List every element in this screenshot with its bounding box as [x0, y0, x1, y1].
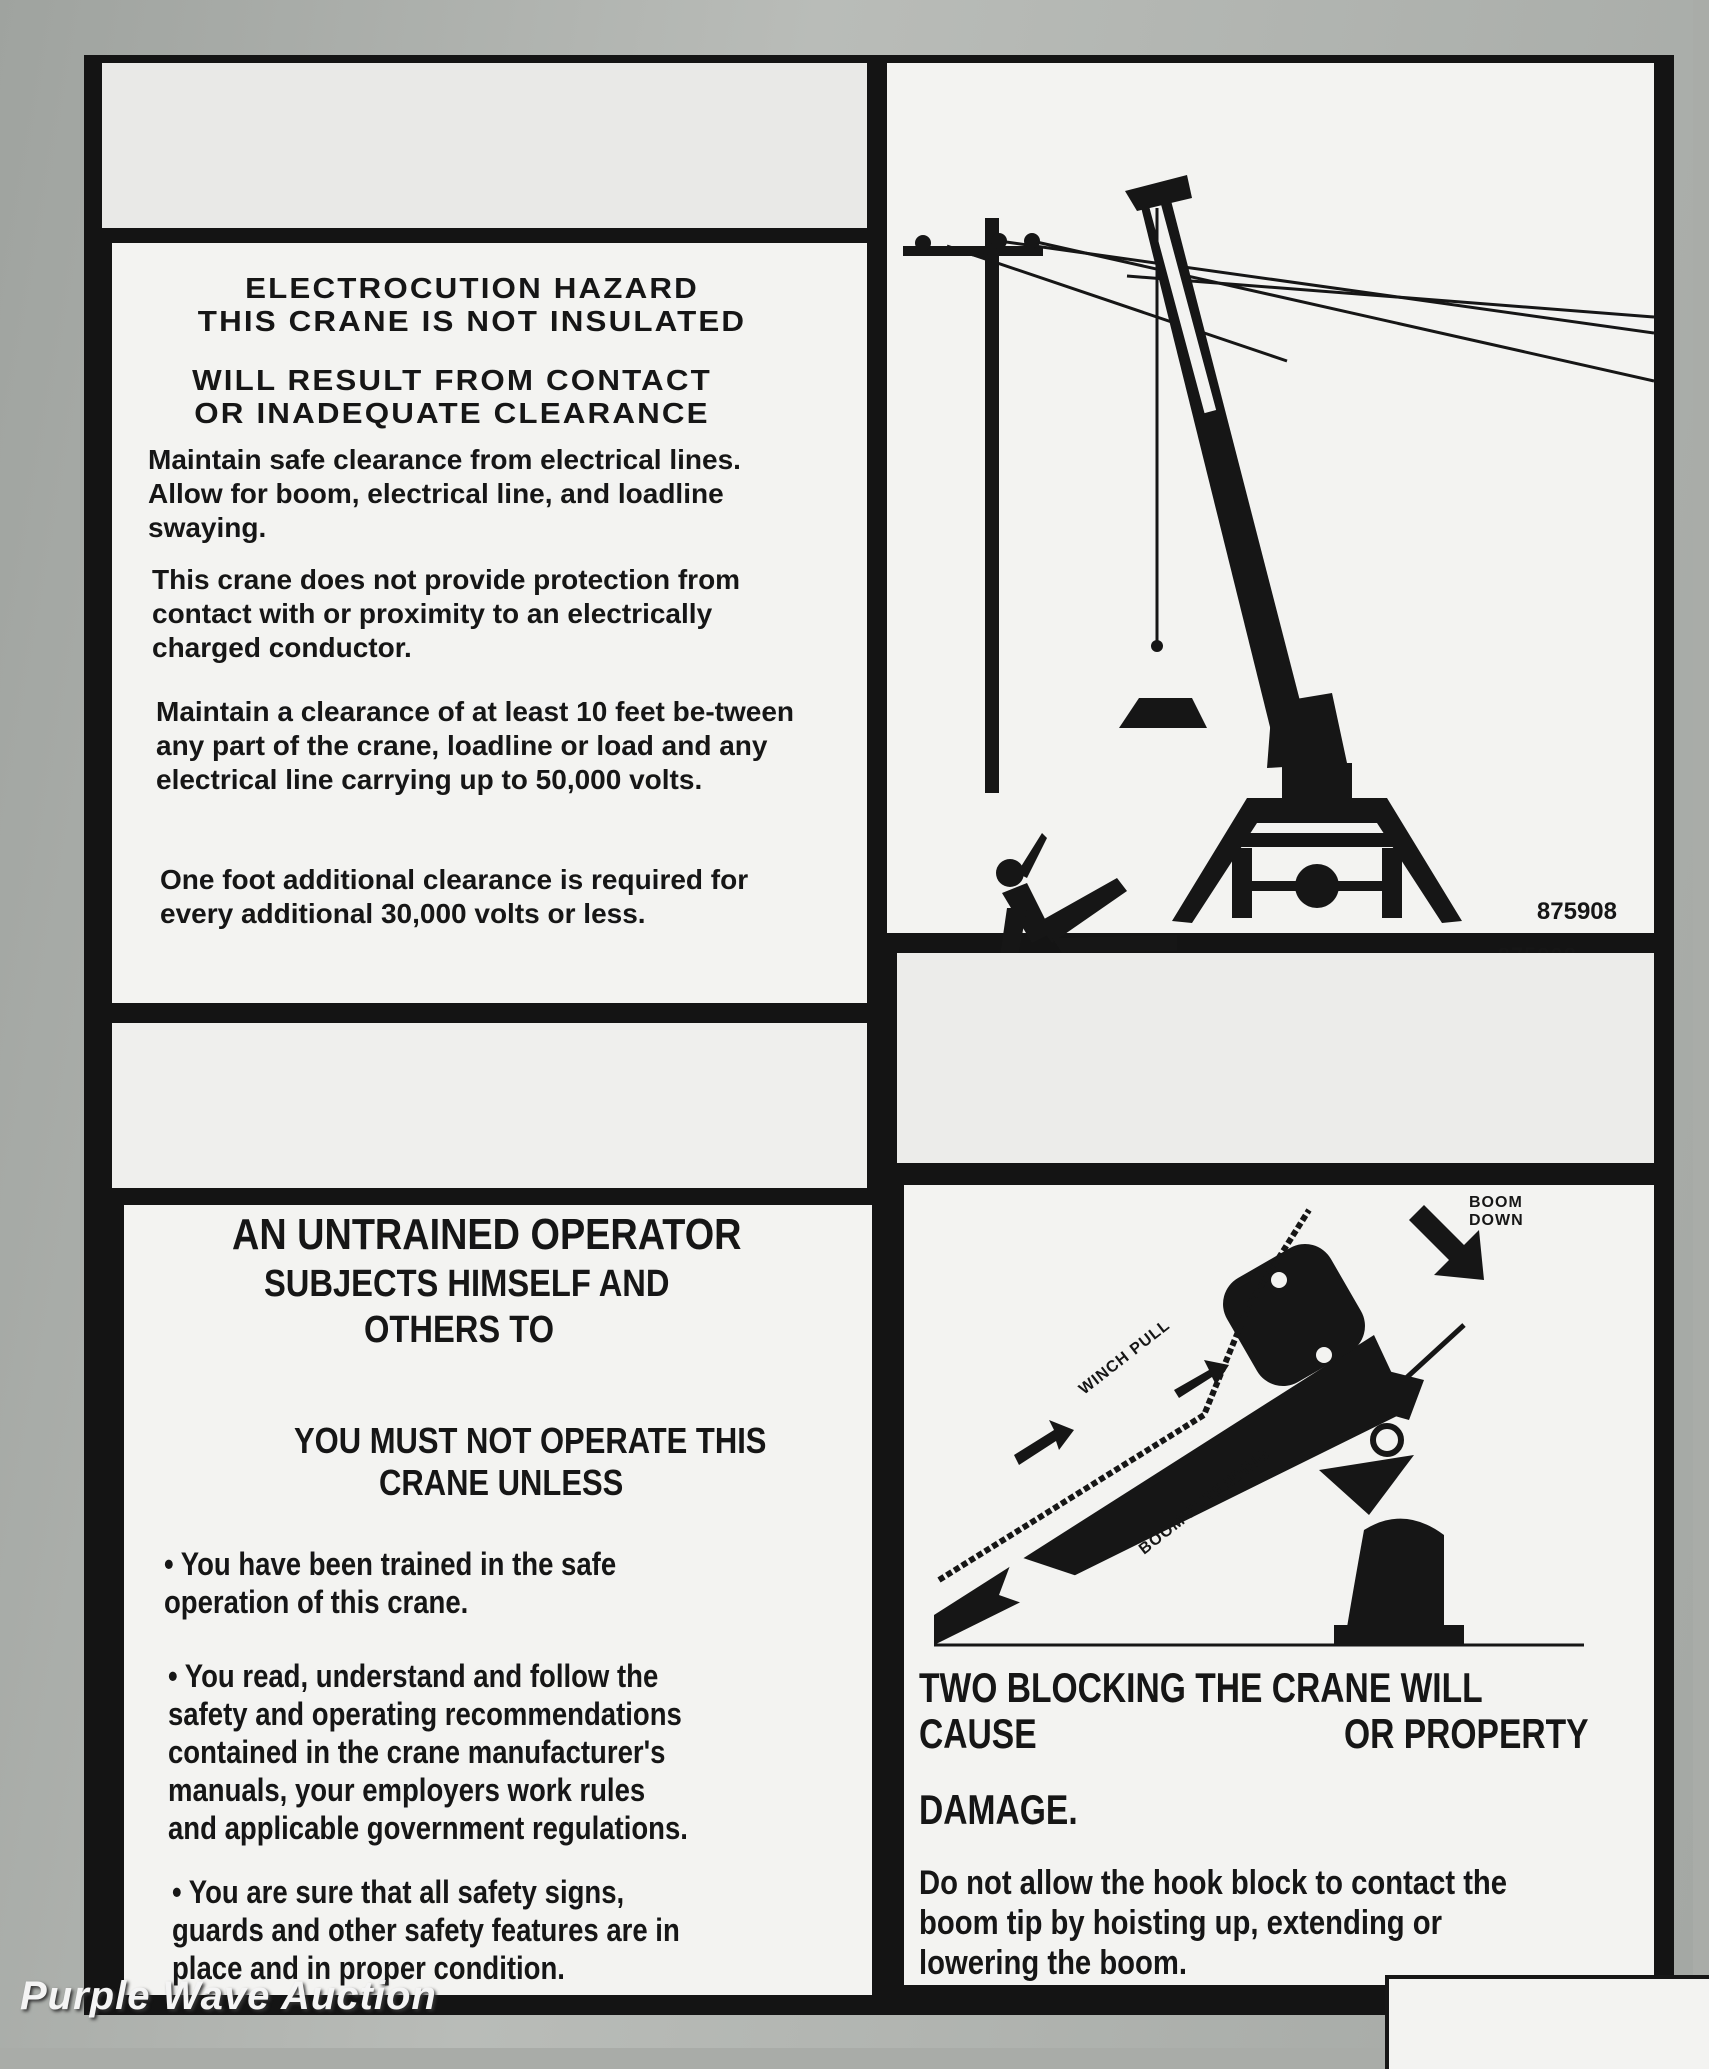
boom-pictogram: [934, 1233, 1409, 1645]
electrocuted-person-icon: [996, 833, 1177, 963]
electrocution-title-line1: ELECTROCUTION HAZARD: [245, 273, 699, 305]
operator-title-line1: AN UNTRAINED OPERATOR: [232, 1210, 742, 1259]
bullet-dot-icon: •: [172, 1874, 182, 1910]
electrocution-paragraph-2: This crane does not provide protection from contact with or proximity to an electrically charged conductor.: [152, 564, 741, 663]
blank-header-panel-top-left: [102, 63, 867, 228]
operator-bullet-2-text: You read, understand and follow the safety and operating recommendations contained in the crane manufacturer's manuals, your employers work rules and applicable government regulations.: [168, 1658, 688, 1846]
two-blocking-title-line3: DAMAGE.: [919, 1786, 1078, 1833]
crane-powerline-pictogram: [887, 63, 1654, 933]
crane-base: [1172, 693, 1462, 923]
label-boom-extending: BOOM EXTENDING: [1135, 1445, 1274, 1559]
two-blocking-paragraph: Do not allow the hook block to contact the boom tip by hoisting up, extending or lowering the boom.: [919, 1864, 1508, 1982]
operator-title-line2: SUBJECTS HIMSELF AND: [264, 1263, 670, 1305]
electrocution-subtitle-line2: OR INADEQUATE CLEARANCE: [194, 398, 710, 430]
blank-band-middle-right: [897, 953, 1654, 1163]
blank-band-middle-left: [112, 1023, 867, 1188]
untrained-operator-panel: [124, 1205, 872, 1995]
operator-bullet-1: [164, 1545, 646, 1621]
electrocution-subtitle-line1: WILL RESULT FROM CONTACT: [192, 365, 712, 397]
label-boom-down-2: DOWN: [1469, 1212, 1524, 1229]
crane-load: [1119, 698, 1207, 728]
utility-pole: [985, 218, 999, 793]
two-blocking-pictogram: [904, 1185, 1654, 1645]
bullet-dot-icon: •: [164, 1546, 174, 1582]
two-blocking-title-line1: TWO BLOCKING THE CRANE WILL CAUSE: [919, 1664, 1483, 1757]
watermark: Purple Wave Auction: [20, 1974, 437, 2018]
operator-bullet-3: [172, 1873, 722, 1987]
crane-boom: [1119, 175, 1307, 735]
electrocution-text-panel: [112, 243, 867, 1003]
label-winch-pull: WINCH PULL: [1075, 1316, 1174, 1399]
bullet-dot-icon: •: [168, 1658, 178, 1694]
electrocution-title-line2: THIS CRANE IS NOT INSULATED: [197, 306, 747, 338]
operator-bullet-2: [168, 1657, 701, 1847]
operator-must-not-line2: CRANE UNLESS: [379, 1462, 624, 1503]
label-boom-down: BOOM: [1469, 1194, 1523, 1211]
operator-bullet-1-text: You have been trained in the safe operation of this crane.: [164, 1546, 617, 1620]
operator-title-line3: OTHERS TO: [364, 1309, 555, 1351]
part-number-label: 875908: [1536, 898, 1617, 925]
operator-bullet-3-text: You are sure that all safety signs, guards and other safety features are in place and in proper condition.: [172, 1874, 680, 1986]
adjacent-decal-corner: [1385, 1975, 1709, 2069]
warning-decal-plate: [84, 55, 1674, 2015]
electrocution-paragraph-4: One foot additional clearance is required for every additional 30,000 volts or less.: [160, 864, 749, 929]
two-blocking-panel: [904, 1185, 1654, 1985]
power-lines: [947, 241, 1654, 381]
worker-head-icon: [1334, 1519, 1464, 1645]
two-blocking-title-line2: OR PROPERTY: [1344, 1710, 1589, 1757]
winch-pull-arrow-icon: [1014, 1420, 1074, 1465]
electrocution-pictogram-panel: [887, 63, 1654, 933]
electrocution-paragraph-1: Maintain safe clearance from electrical lines. Allow for boom, electrical line, and loadline swaying.: [148, 444, 741, 543]
operator-must-not-line1: YOU MUST NOT OPERATE THIS: [294, 1420, 767, 1461]
electrocution-paragraph-3: Maintain a clearance of at least 10 feet be-tween any part of the crane, loadline or load and any electrical line carrying up to 50,000 volts.: [156, 696, 795, 795]
